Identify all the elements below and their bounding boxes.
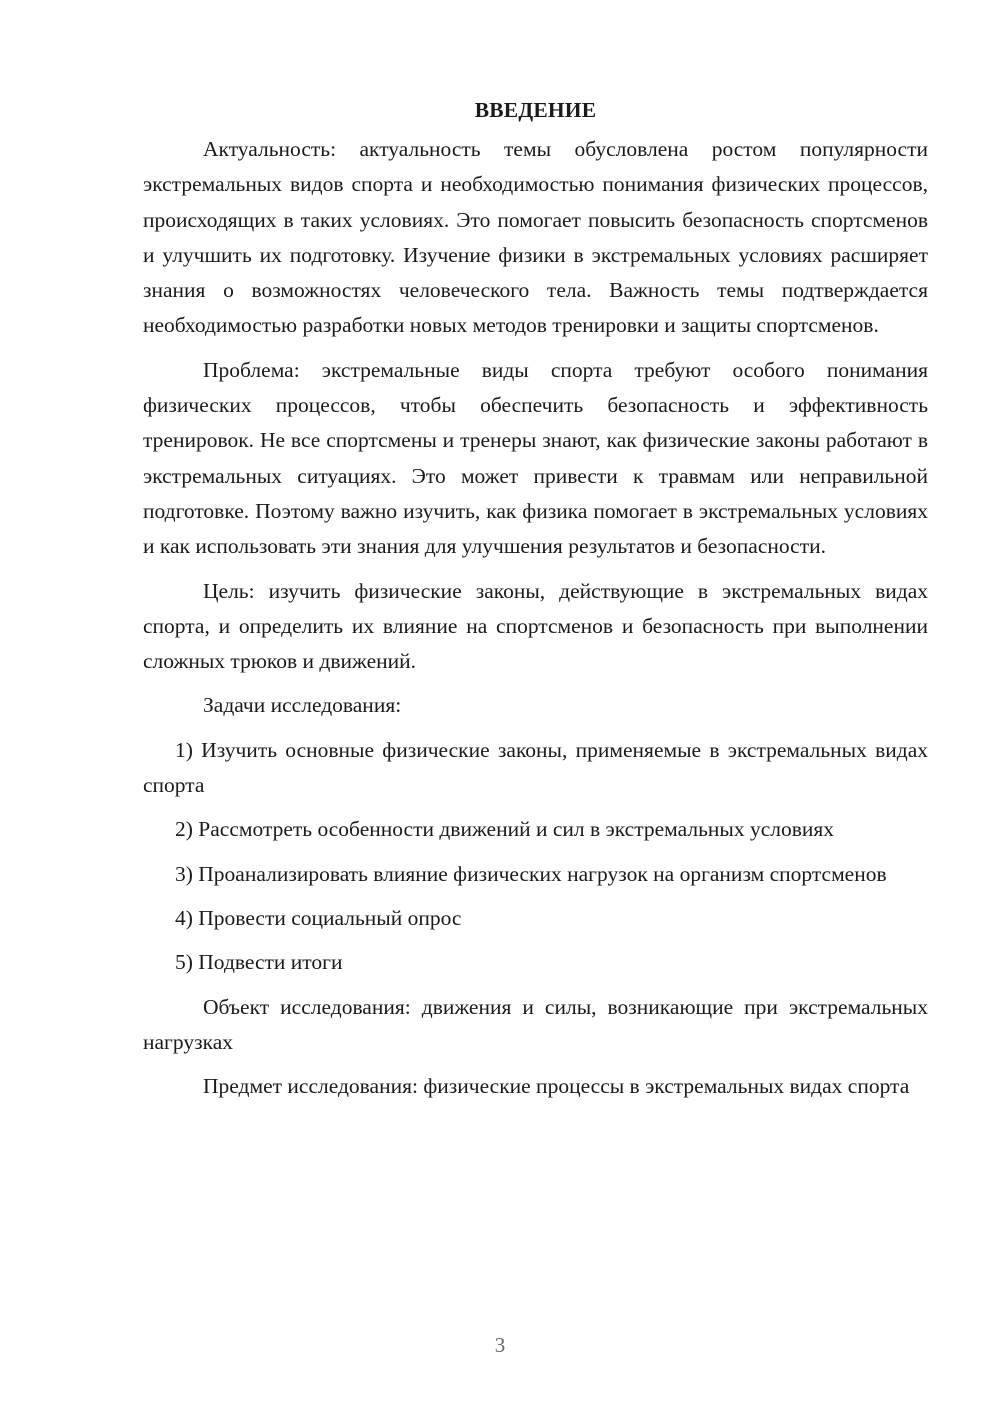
section-title: ВВЕДЕНИЕ <box>474 98 597 122</box>
goal-paragraph: Цель: изучить физические законы, действующие в экстремальных видах спорта, и определить их влияние на спортсменов и безопасность при выполнении сложных трюков и движений. <box>143 578 928 674</box>
task-item: 1) Изучить основные физические законы, применяемые в экстремальных видах спорта <box>143 737 928 798</box>
task-item: 4) Провести социальный опрос <box>175 905 462 930</box>
page-number: 3 <box>494 1333 506 1357</box>
document-page <box>143 92 928 1113</box>
relevance-paragraph: Актуальность: актуальность темы обусловлена ростом популярности экстремальных видов спорта и необходимостью понимания физических процессов, происходящих в таких условиях. Это помогает повысить безопасность спортсменов и улучшить их подготовку. Изучение физики в экстремальных условиях расширяет знания о возможностях человеческого тела. Важность темы подтверждается необходимостью разработки новых методов тренировки и защиты спортсменов. <box>143 137 928 338</box>
tasks-list <box>143 733 928 981</box>
task-item: 2) Рассмотреть особенности движений и сил в экстремальных условиях <box>175 817 835 842</box>
object-paragraph: Объект исследования: движения и силы, возникающие при экстремальных нагрузках <box>143 994 928 1054</box>
subject-paragraph: Предмет исследования: физические процессы в экстремальных видах спорта <box>203 1074 910 1099</box>
task-item: 5) Подвести итоги <box>175 950 343 975</box>
task-item: 3) Проанализировать влияние физических нагрузок на организм спортсменов <box>175 861 887 886</box>
problem-paragraph: Проблема: экстремальные виды спорта требуют особого понимания физических процессов, чтобы обеспечить безопасность и эффективность тренировок. Не все спортсмены и тренеры знают, как физические законы работают в экстремальных ситуациях. Это может привести к травмам или неправильной подготовке. Поэтому важно изучить, как физика помогает в экстремальных условиях и как использовать эти знания для улучшения результатов и безопасности. <box>143 357 928 559</box>
tasks-heading: Задачи исследования: <box>203 693 402 718</box>
